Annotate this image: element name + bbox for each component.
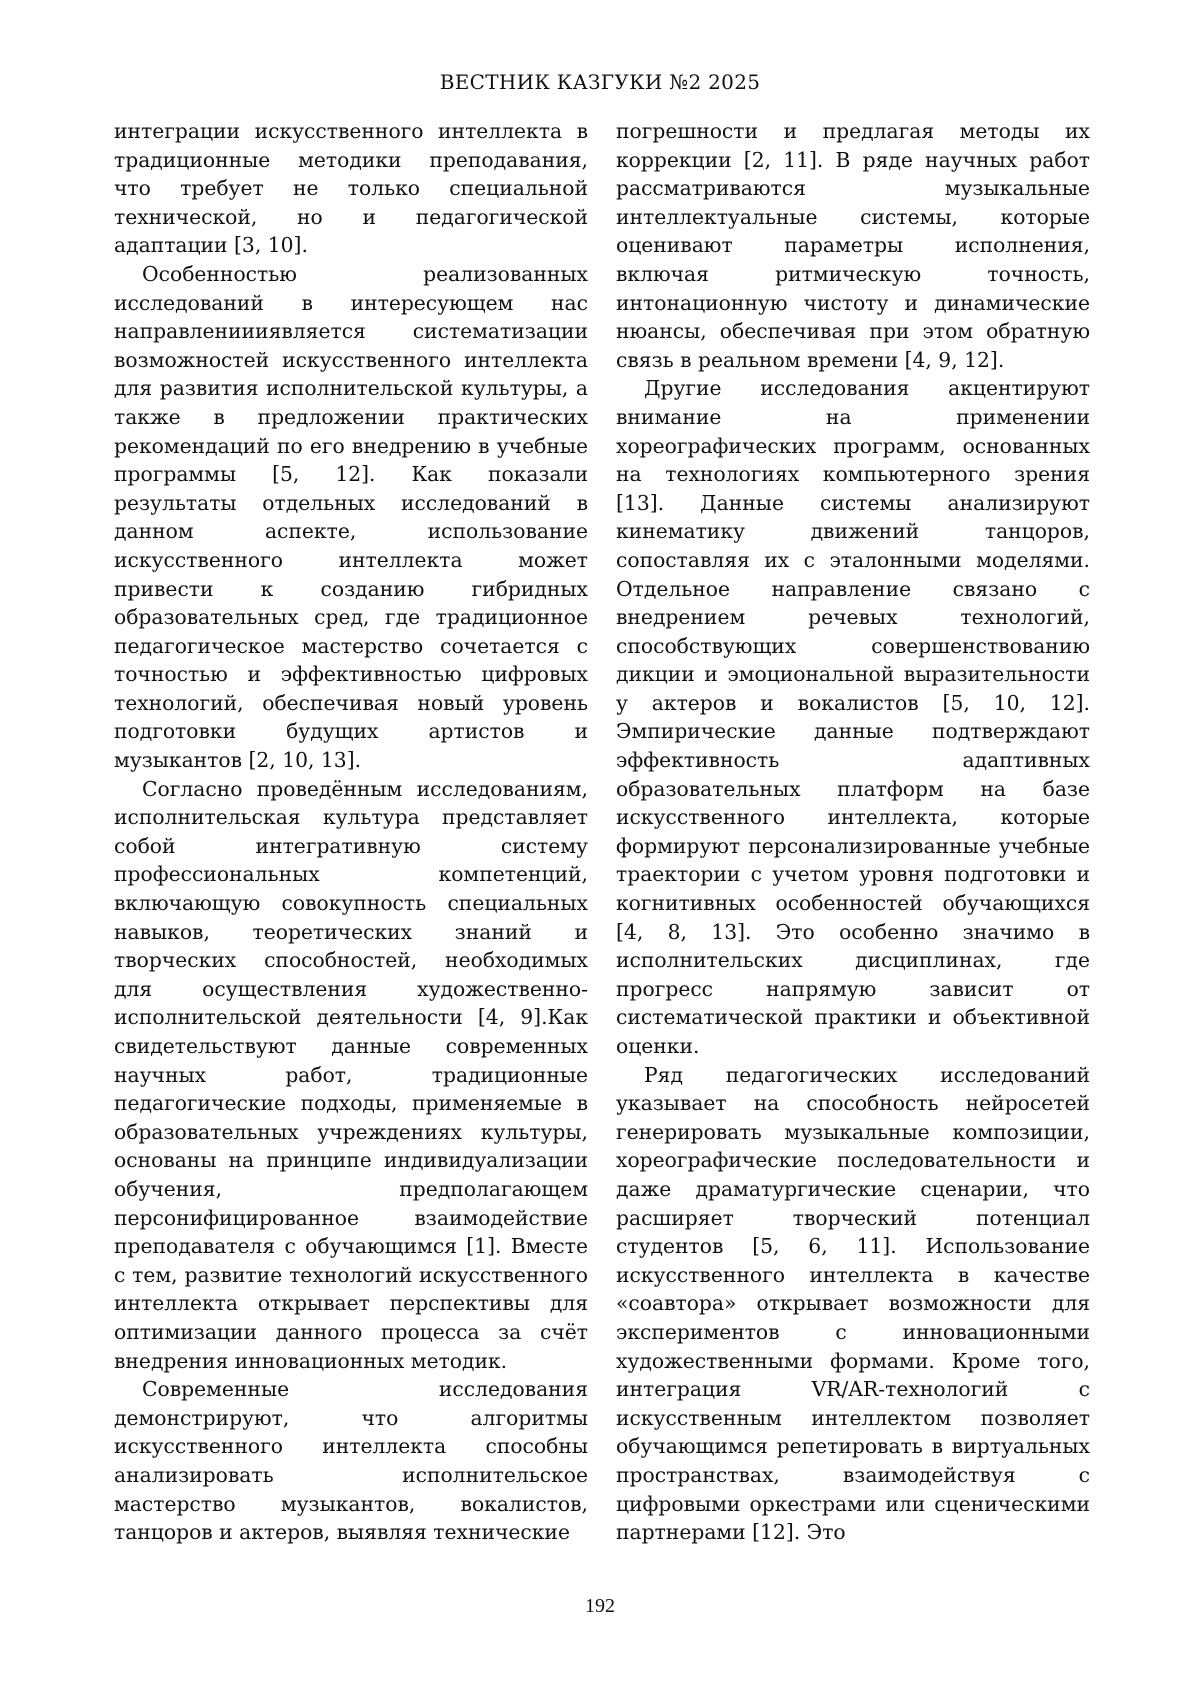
paragraph: Современные исследования демонстрируют, что алгоритмы искусственного интеллекта способны анализировать исполнительское мастерство музыкантов, вокалистов, танцоров и актеров, выявляя технические [114,1377,588,1545]
journal-header: ВЕСТНИК КАЗГУКИ №2 2025 [439,70,761,94]
paragraph-continued: погрешности и предлагая методы их коррекции [2, 11]. В ряде научных работ рассматриваются музыкальные интеллектуальные системы, которые оценивают параметры исполнения, включая ритмическую точность, интонационную чистоту и динамические нюансы, обеспечивая при этом обратную связь в реальном времени [4, 9, 12]. [616,119,1090,372]
page-number: 192 [585,1595,615,1617]
paragraph: Ряд педагогических исследований указывает на способность нейросетей генерировать музыкальные композиции, хореографические последовательности и даже драматургические сценарии, что расширяет творческий потенциал студентов [5, 6, 11]. Использование искусственного интеллекта в качестве «соавтора» открывает возможности для экспериментов с инновационными художественными формами. Кроме того, интеграция VR/AR-технологий с искусственным интеллектом позволяет обучающимся репетировать в виртуальных пространствах, взаимодействуя с цифровыми оркестрами или сценическими партнерами [12]. Это [616,1062,1090,1545]
paragraph-continued: интеграции искусственного интеллекта в традиционные методики преподавания, что требует не только специальной технической, но и педагогической адаптации [3, 10]. [114,119,588,258]
paragraph: Особенностью реализованных исследований в интересующем нас направлениииявляется систематизации возможностей искусственного интеллекта для развития исполнительской культуры, а также в предложении практических рекомендаций по его внедрению в учебные программы [5, 12]. Как показали результаты отдельных исследований в данном аспекте, использование искусственного интеллекта может привести к созданию гибридных образовательных сред, где традиционное педагогическое мастерство сочетается с точностью и эффективностью цифровых технологий, обеспечивая новый уровень подготовки будущих артистов и музыкантов [2, 10, 13]. [114,261,588,773]
right-column [616,117,1090,1547]
left-column [114,117,588,1547]
paragraph: Другие исследования акцентируют внимание на применении хореографических программ, основанных на технологиях компьютерного зрения [13]. Данные системы анализируют кинематику движений танцоров, сопоставляя их с эталонными моделями. Отдельное направление связано с внедрением речевых технологий, способствующих совершенствованию дикции и эмоциональной выразительности у актеров и вокалистов [5, 10, 12]. Эмпирические данные подтверждают эффективность адаптивных образовательных платформ на базе искусственного интеллекта, которые формируют персонализированные учебные траектории с учетом уровня подготовки и когнитивных особенностей обучающихся [4, 8, 13]. Это особенно значимо в исполнительских дисциплинах, где прогресс напрямую зависит от систематической практики и объективной оценки. [616,376,1090,1058]
paragraph: Согласно проведённым исследованиям, исполнительская культура представляет собой интегративную систему профессиональных компетенций, включающую совокупность специальных навыков, теоретических знаний и творческих способностей, необходимых для осуществления художественно-исполнительской деятельности [4, 9].Как свидетельствуют данные современных научных работ, традиционные педагогические подходы, применяемые в образовательных учреждениях культуры, основаны на принципе индивидуализации обучения, предполагающем персонифицированное взаимодействие преподавателя с обучающимся [1]. Вместе с тем, развитие технологий искусственного интеллекта открывает перспективы для оптимизации данного процесса за счёт внедрения инновационных методик. [114,776,588,1373]
